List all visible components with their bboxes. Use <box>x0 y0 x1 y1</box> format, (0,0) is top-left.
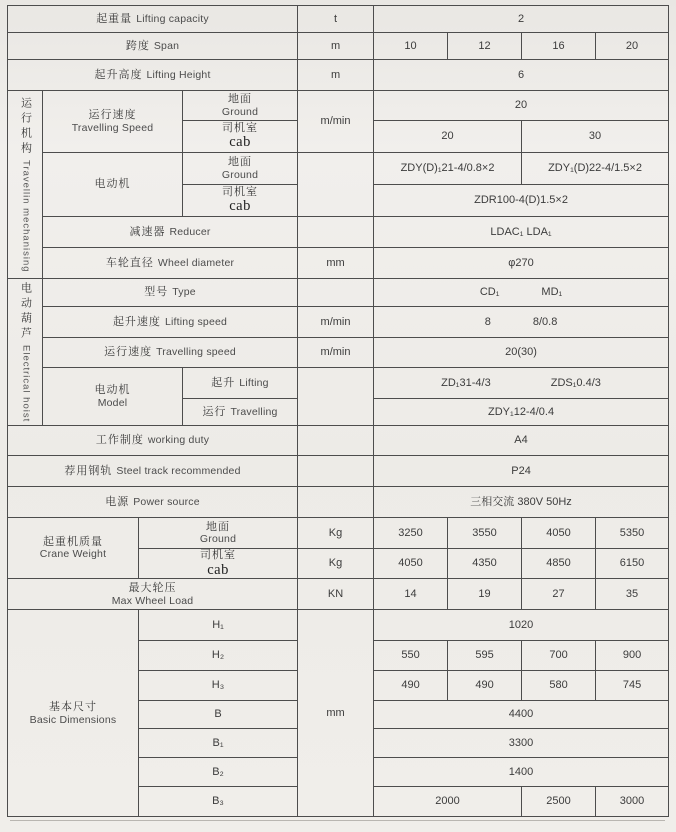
value-span-10: 10 <box>374 33 448 60</box>
value-span-20: 20 <box>596 33 669 60</box>
section-zh: 运行机构 <box>19 96 32 157</box>
value-hoist-travelling-speed: 20(30) <box>374 338 669 368</box>
value-travelling-motor-ground-b: ZDY₁(D)22-4/1.5×2 <box>522 153 669 185</box>
value-hoist-lifting-speed <box>374 307 669 338</box>
sublabel-ground: 地面 Ground <box>183 91 298 121</box>
label-hoist-type: 型号 Type <box>43 279 298 307</box>
value-mwl-4: 35 <box>596 579 669 610</box>
label-en: Lifting capacity <box>136 12 209 25</box>
unit-wheel-diameter: mm <box>298 248 374 279</box>
value-travelling-speed-cab-a: 20 <box>374 121 522 153</box>
value-h3-4: 745 <box>596 671 669 701</box>
scan-shadow-line <box>10 820 665 821</box>
value-h2-3: 700 <box>522 641 596 671</box>
value-hoist-motor-lifting <box>374 368 669 399</box>
value-hoist-motor-lifting-b: ZDS₁0.4/3 <box>550 376 601 389</box>
unit-hoist-travelling-speed: m/min <box>298 338 374 368</box>
value-mwl-1: 14 <box>374 579 448 610</box>
value-cw-ground-3: 4050 <box>522 518 596 549</box>
row-working-duty <box>8 426 669 456</box>
unit-span: m <box>298 33 374 60</box>
label-travelling-speed: 运行速度 Travelling Speed <box>43 91 183 153</box>
sublabel-h2: H₂ <box>139 641 298 671</box>
sublabel-cab: 司机室 cab <box>183 185 298 217</box>
value-lifting-capacity: 2 <box>374 6 669 33</box>
label-power-source: 电源 Power source <box>8 487 298 518</box>
unit-lifting-height: m <box>298 60 374 91</box>
value-cw-cab-3: 4850 <box>522 549 596 579</box>
section-en: Travellin mechanising <box>20 159 32 273</box>
row-travelling-speed-ground <box>8 91 669 121</box>
value-b3-2: 2500 <box>522 787 596 817</box>
label-working-duty: 工作制度 working duty <box>8 426 298 456</box>
unit-reducer <box>298 217 374 248</box>
value-b1: 3300 <box>374 729 669 758</box>
unit-hoist-motor <box>298 368 374 426</box>
unit-hoist-lifting-speed: m/min <box>298 307 374 338</box>
unit-travelling-motor <box>298 153 374 217</box>
value-h2-4: 900 <box>596 641 669 671</box>
value-cw-ground-1: 3250 <box>374 518 448 549</box>
row-span <box>8 33 669 60</box>
value-h3-2: 490 <box>448 671 522 701</box>
unit-power-source <box>298 487 374 518</box>
label-hoist-motor: 电动机 Model <box>43 368 183 426</box>
sublabel-ground: 地面 Ground <box>183 153 298 185</box>
value-cw-cab-2: 4350 <box>448 549 522 579</box>
value-b3-3: 3000 <box>596 787 669 817</box>
value-h3-3: 580 <box>522 671 596 701</box>
sublabel-h3: H₃ <box>139 671 298 701</box>
row-hoist-lifting-speed <box>8 307 669 338</box>
value-steel-track: P24 <box>374 456 669 487</box>
sublabel-b1: B₁ <box>139 729 298 758</box>
sublabel-b: B <box>139 701 298 729</box>
row-reducer <box>8 217 669 248</box>
label-zh: 起重量 <box>96 12 133 25</box>
unit-crane-weight-cab: Kg <box>298 549 374 579</box>
unit-lifting-capacity: t <box>298 6 374 33</box>
label-zh: 跨度 <box>125 39 150 52</box>
value-hoist-motor-travelling: ZDY₁12-4/0.4 <box>374 399 669 426</box>
sublabel-cab: 司机室 cab <box>183 121 298 153</box>
value-travelling-motor-cab: ZDR100-4(D)1.5×2 <box>374 185 669 217</box>
row-travelling-motor-ground <box>8 153 669 185</box>
row-wheel-diameter <box>8 248 669 279</box>
value-hoist-type-md: MD₁ <box>541 286 563 299</box>
value-b: 4400 <box>374 701 669 729</box>
sublabel-h1: H₁ <box>139 610 298 641</box>
section-travelling-mechanism <box>8 91 43 279</box>
row-dim-h1 <box>8 610 669 641</box>
row-hoist-travelling-speed <box>8 338 669 368</box>
value-hoist-motor-lifting-a: ZD₁31-4/3 <box>441 376 491 389</box>
unit-hoist-type <box>298 279 374 307</box>
value-h3-1: 490 <box>374 671 448 701</box>
sublabel-travelling: 运行 Travelling <box>183 399 298 426</box>
row-power-source <box>8 487 669 518</box>
row-lifting-height <box>8 60 669 91</box>
sublabel-b2: B₂ <box>139 758 298 787</box>
value-mwl-3: 27 <box>522 579 596 610</box>
unit-crane-weight-ground: Kg <box>298 518 374 549</box>
label-hoist-lifting-speed: 起升速度 Lifting speed <box>43 307 298 338</box>
label-span <box>8 33 298 60</box>
row-hoist-type <box>8 279 669 307</box>
sublabel-cab: 司机室 cab <box>139 549 298 579</box>
value-mwl-2: 19 <box>448 579 522 610</box>
value-lifting-speed-b: 8/0.8 <box>532 315 558 328</box>
value-reducer: LDAC₁ LDA₁ <box>374 217 669 248</box>
value-h1: 1020 <box>374 610 669 641</box>
section-zh: 电动葫芦 <box>19 281 32 342</box>
label-en: Lifting Height <box>146 68 211 81</box>
sublabel-b3: B₃ <box>139 787 298 817</box>
label-lifting-height <box>8 60 298 91</box>
value-cw-cab-1: 4050 <box>374 549 448 579</box>
value-b3-1: 2000 <box>374 787 522 817</box>
value-lifting-height: 6 <box>374 60 669 91</box>
value-lifting-speed-a: 8 <box>484 315 491 328</box>
unit-steel-track <box>298 456 374 487</box>
value-b2: 1400 <box>374 758 669 787</box>
label-steel-track: 荐用钢轨 Steel track recommended <box>8 456 298 487</box>
label-lifting-capacity <box>8 6 298 33</box>
unit-basic-dimensions: mm <box>298 610 374 817</box>
label-max-wheel-load: 最大轮压 Max Wheel Load <box>8 579 298 610</box>
value-span-12: 12 <box>448 33 522 60</box>
unit-working-duty <box>298 426 374 456</box>
value-cw-cab-4: 6150 <box>596 549 669 579</box>
value-h2-2: 595 <box>448 641 522 671</box>
value-working-duty: A4 <box>374 426 669 456</box>
label-crane-weight: 起重机质量 Crane Weight <box>8 518 139 579</box>
value-span-16: 16 <box>522 33 596 60</box>
value-cw-ground-4: 5350 <box>596 518 669 549</box>
row-hoist-motor-lifting <box>8 368 669 399</box>
row-max-wheel-load <box>8 579 669 610</box>
label-hoist-travelling-speed: 运行速度 Travelling speed <box>43 338 298 368</box>
value-travelling-speed-ground: 20 <box>374 91 669 121</box>
row-steel-track <box>8 456 669 487</box>
value-hoist-type-cd: CD₁ <box>479 286 500 299</box>
value-h2-1: 550 <box>374 641 448 671</box>
sublabel-lifting: 起升 Lifting <box>183 368 298 399</box>
value-power-source: 三相交流 380V 50Hz <box>374 487 669 518</box>
value-wheel-diameter: φ270 <box>374 248 669 279</box>
value-cw-ground-2: 3550 <box>448 518 522 549</box>
unit-max-wheel-load: KN <box>298 579 374 610</box>
sublabel-ground: 地面 Ground <box>139 518 298 549</box>
value-hoist-type <box>374 279 669 307</box>
label-en: Span <box>153 39 180 52</box>
label-zh: 起升高度 <box>94 68 143 81</box>
crane-spec-table <box>7 5 669 817</box>
value-travelling-speed-cab-b: 30 <box>522 121 669 153</box>
row-lifting-capacity <box>8 6 669 33</box>
value-travelling-motor-ground-a: ZDY(D)₁21-4/0.8×2 <box>374 153 522 185</box>
section-en: Electrical hoist <box>20 344 32 423</box>
label-basic-dimensions: 基本尺寸 Basic Dimensions <box>8 610 139 817</box>
label-wheel-diameter: 车轮直径 Wheel diameter <box>43 248 298 279</box>
section-electrical-hoist <box>8 279 43 426</box>
unit-travelling-speed: m/min <box>298 91 374 153</box>
label-travelling-motor: 电动机 <box>43 153 183 217</box>
label-reducer: 减速器 Reducer <box>43 217 298 248</box>
row-crane-weight-ground <box>8 518 669 549</box>
